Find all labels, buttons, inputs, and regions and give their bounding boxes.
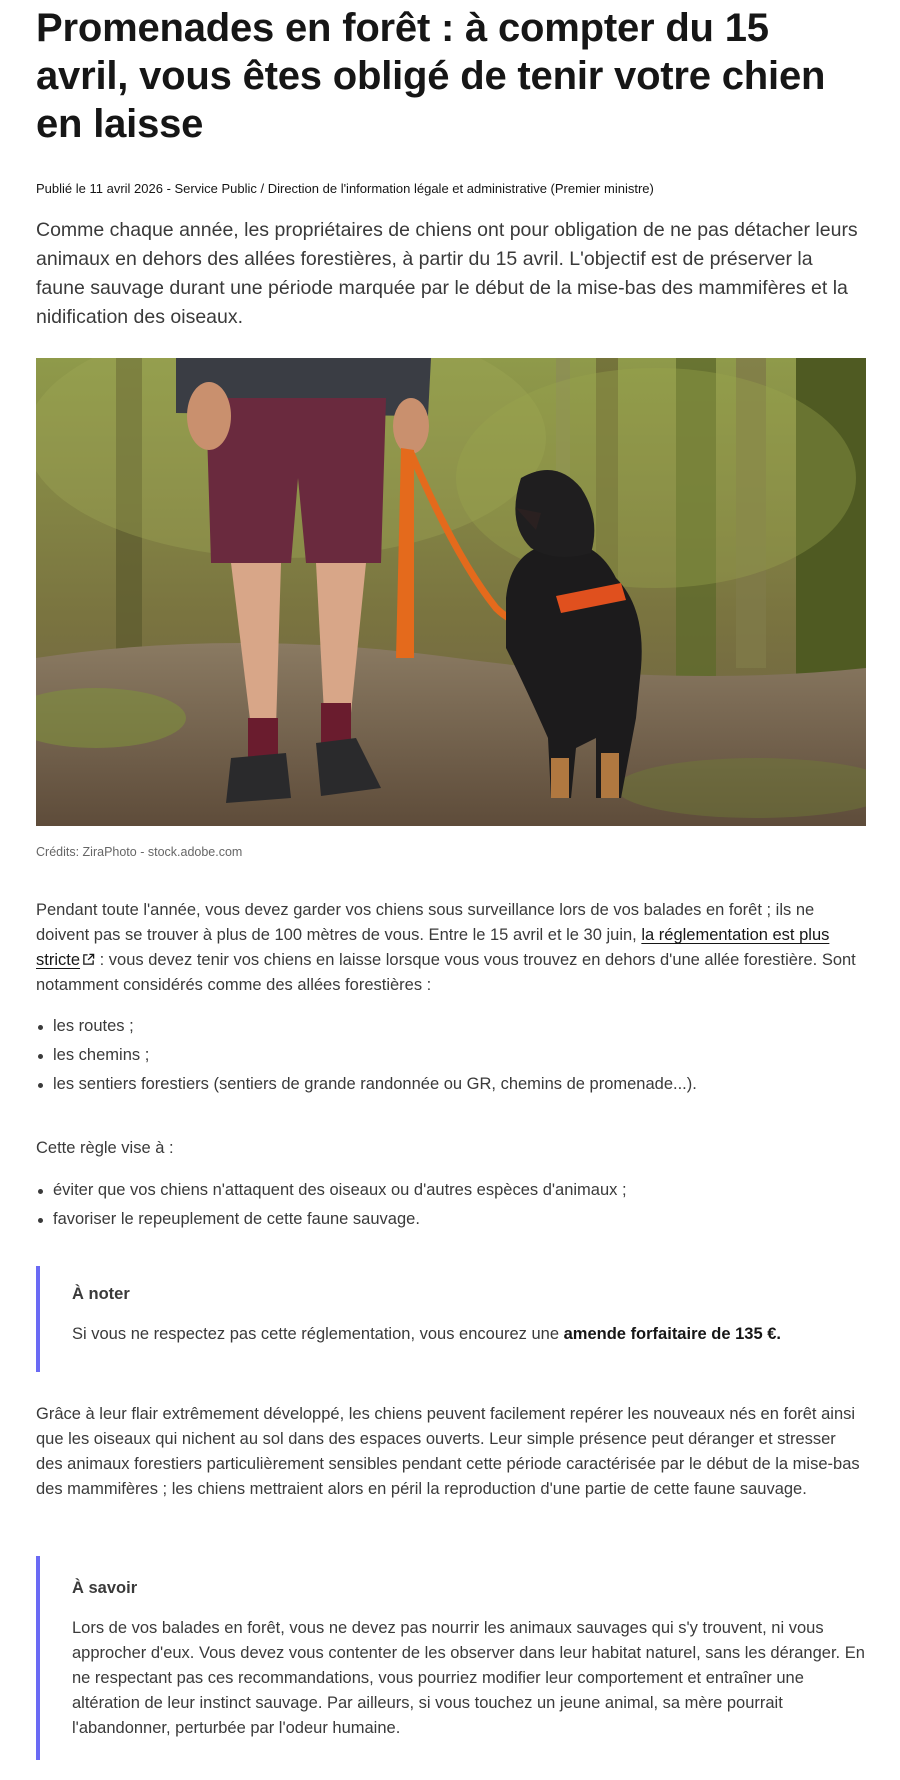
paragraph-dog-flair: Grâce à leur flair extrêmement développé, les chiens peuvent facilement repérer les nouveaux nés en forêt ainsi que les oiseaux qui nichent au sol dans des espaces ouverts. Leur simple présence peut déranger et stresser des animaux forestiers particulièrement sensibles pendant cette période caractérisée par le début de la mise-bas des mammifères ; les chiens mettraient alors en péril la reproduction d'une partie de cette faune sauvage. [36,1405,860,1498]
list-item: favoriser le repeuplement de cette faune sauvage. [36,1205,866,1234]
regulation-link[interactable]: la réglementation est plus stricte [36,926,830,969]
photo-credit: Crédits: ZiraPhoto - stock.adobe.com [36,845,243,859]
list-item: les routes ; [36,1012,866,1041]
forest-paths-list [36,1012,866,1099]
savoir-text: Lors de vos balades en forêt, vous ne devez pas nourrir les animaux sauvages qui s'y trouvent, ni vous approcher d'eux. Vous devez vous contenter de les observer dans leur habitat naturel, sans les déranger. En ne respectant pas ces recommandations, vous pourriez modifier leur comportement et entraîner une altération de leur instinct sauvage. Par ailleurs, si vous touchez un jeune animal, sa mère pourrait l'abandonner, perturbée par l'odeur humaine. [72,1619,865,1737]
paragraph-rule-aims: Cette règle vise à : [36,1139,174,1157]
publication-meta: Publié le 11 avril 2026 - Service Public / Direction de l'information légale et administrative (Premier ministre) [36,181,654,196]
page-title: Promenades en forêt : à compter du 15 avril, vous êtes obligé de tenir votre chien en laisse [36,6,826,146]
savoir-title: À savoir [72,1579,138,1597]
external-link-icon [82,953,95,966]
article-photo [36,358,866,826]
note-title: À noter [72,1285,130,1303]
list-item: les chemins ; [36,1041,866,1070]
note-callout [36,1266,866,1372]
fine-amount: amende forfaitaire de 135 €. [563,1325,781,1343]
paragraph-regulation: Pendant toute l'année, vous devez garder vos chiens sous surveillance lors de vos balades en forêt ; ils ne doivent pas se trouver à plus de 100 mètres de vous. Entre le 15 avril et le 30 juin, la réglementation est plus stricte : vous devez tenir vos chiens en laisse lorsque vous vous trouvez en dehors d'une allée forestière. Sont notamment considérés comme des allées forestières : [36,901,856,994]
list-item: éviter que vos chiens n'attaquent des oiseaux ou d'autres espèces d'animaux ; [36,1176,866,1205]
lead-paragraph: Comme chaque année, les propriétaires de chiens ont pour obligation de ne pas détacher leurs animaux en dehors des allées forestières, à partir du 15 avril. L'objectif est de préserver la faune sauvage durant une période marquée par le début de la mise-bas des mammifères et la nidification des oiseaux. [36,219,858,328]
rule-aims-list [36,1176,866,1234]
note-text: Si vous ne respectez pas cette réglementation, vous encourez une amende forfaitaire de 135 €. [72,1325,781,1343]
list-item: les sentiers forestiers (sentiers de grande randonnée ou GR, chemins de promenade...). [36,1070,866,1099]
savoir-callout [36,1556,866,1760]
